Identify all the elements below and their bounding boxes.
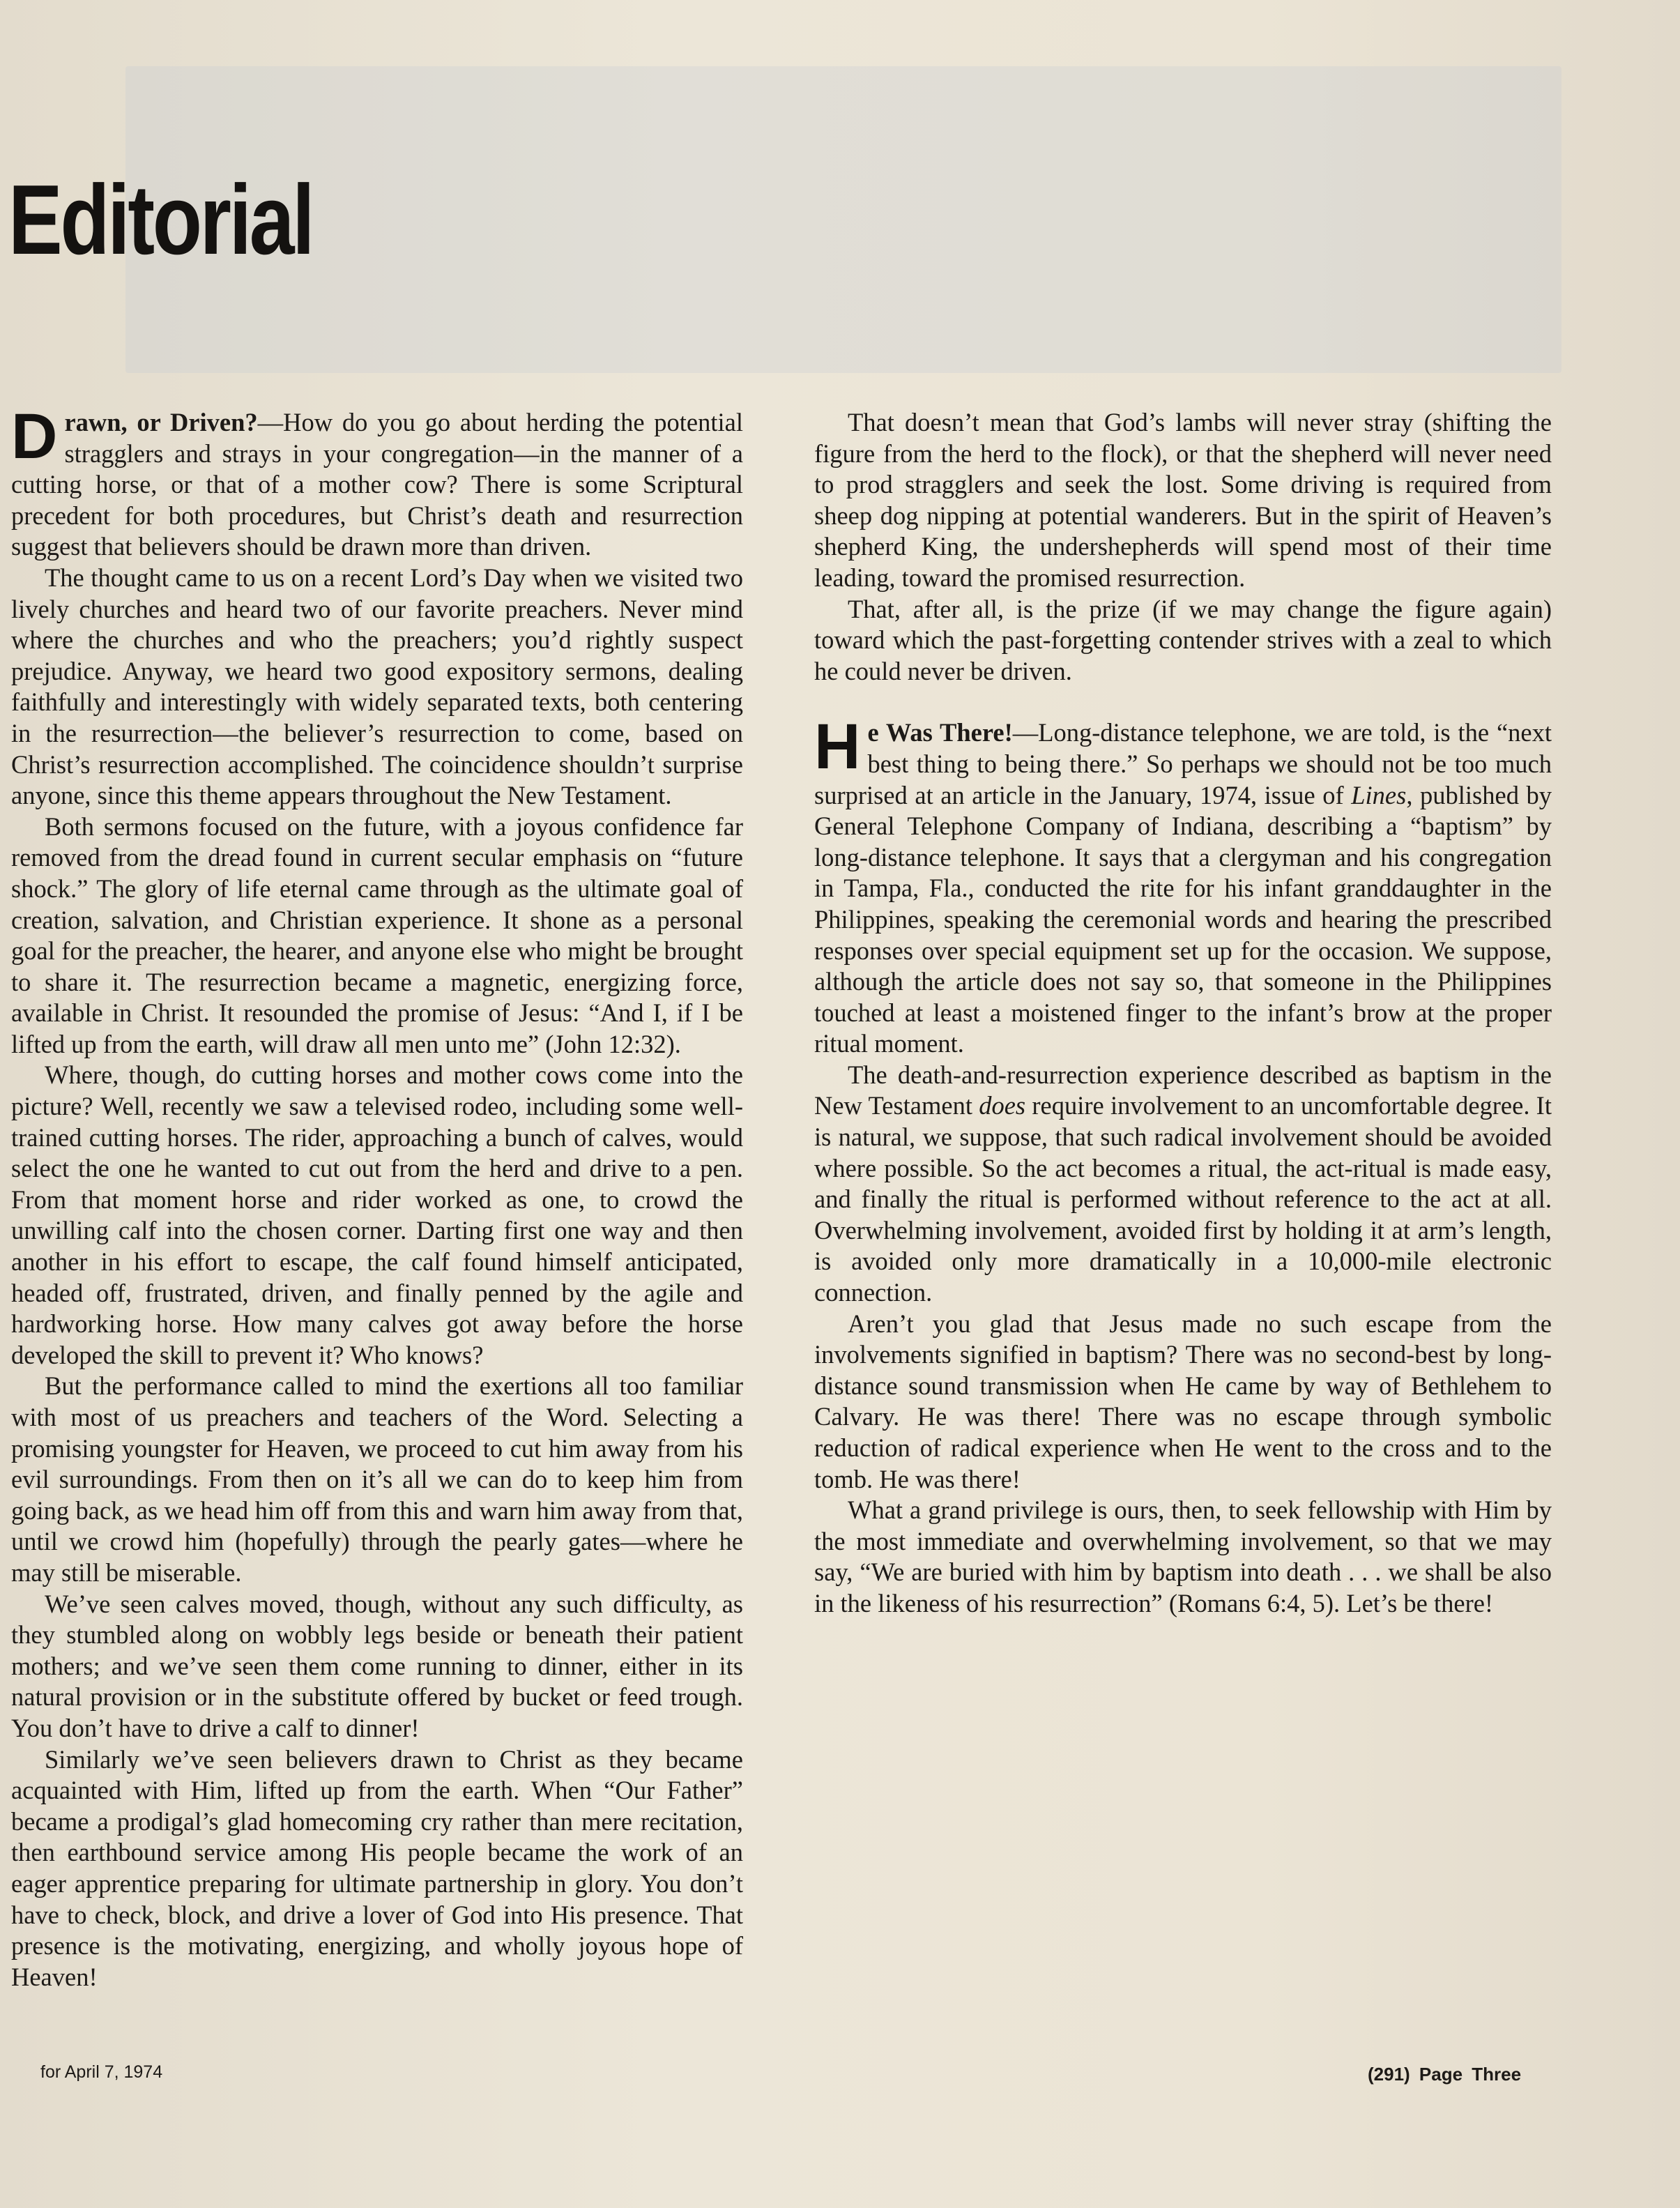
show-through-bleed xyxy=(125,66,1561,373)
article2-p2-italic: does xyxy=(979,1091,1026,1120)
article1-dropcap: D xyxy=(11,401,58,472)
article1-paragraph-2: The thought came to us on a recent Lord’s Day when we visited two lively churches and heard two of our favorite preachers. Never mind where the churches and who the preachers; you’d rightly suspect prejudice. Anyway, we heard two good expository sermons, dealing faithfully and interestingly with widely separated texts, both centering in the resurrection—the believer’s resurrection to come, based on Christ’s resurrection accomplished. The coincidence shouldn’t surprise anyone, since this theme appears throughout the New Testament. xyxy=(11,563,743,810)
article2-p1-text-b: , published by General Telephone Company of Indiana, describing a “baptism” by long-distance telephone. It says that a clergyman and his congregation in Tampa, Fla., conducted the rite for his infant granddaughter in the Philippines, speaking the ceremonial words and hearing the prescribed responses over special equipment set up for the occasion. We suppose, although the article does not say so, that someone in the Philippines touched at least a moistened finger to the infant’s brow at the proper ritual moment. xyxy=(814,780,1552,1058)
article1-paragraph-8: That doesn’t mean that God’s lambs will never stray (shifting the figure from the herd to the flock), or that the shepherd will never need to prod stragglers and seek the lost. Some driving is required from sheep dog nipping at potential wanderers. But in the spirit of Heaven’s shepherd King, the undershepherds will spend most of their time leading, toward the promised resurrection. xyxy=(814,408,1552,592)
article1-paragraph-4: Where, though, do cutting horses and mother cows come into the picture? Well, recently we saw a televised rodeo, including some well-trained cutting horses. The rider, approaching a bunch of calves, would select the one he wanted to cut out from the herd and drive to a pen. From that moment horse and rider worked as one, to crowd the unwilling calf into the chosen corner. Darting first one way and then another in his effort to escape, the calf found himself anticipated, headed off, frustrated, driven, and finally penned by the agile and hardworking horse. How many calves got away before the horse developed the skill to prevent it? Who knows? xyxy=(11,1060,743,1369)
left-column xyxy=(11,401,743,1993)
article2-paragraph-3: Aren’t you glad that Jesus made no such escape from the involvements signified in baptism? There was no second-best by long-distance sound transmission when He came by way of Bethlehem to Calvary. He was there! There was no escape through symbolic reduction of radical experience when He went to the cross and to the tomb. He was there! xyxy=(814,1309,1552,1493)
article2-p1-text-a: —Long-distance telephone, we are told, is the “next best thing to being there.” So perhaps we should not be too much surprised at an article in the January, 1974, issue of xyxy=(814,718,1552,809)
article2-p1-italic: Lines xyxy=(1351,780,1407,809)
article1-p1-text: —How do you go about herding the potential stragglers and strays in your congregation—in the manner of a cutting horse, or that of a mother cow? There is some Scriptural precedent for both procedures, but Christ’s death and resurrection suggest that believers should be drawn more than driven. xyxy=(11,408,743,561)
article2-dropcap: H xyxy=(814,711,861,783)
article2-paragraph-4: What a grand privilege is ours, then, to seek fellowship with Him by the most immediate and overwhelming involvement, so that we may say, “We are buried with him by baptism into death . . . we shall be also in the likeness of his resurrection” (Romans 6:4, 5). Let’s be there! xyxy=(814,1495,1552,1617)
article1-paragraph-3: Both sermons focused on the future, with a joyous confidence far removed from the dread found in current secular emphasis on “future shock.” The glory of life eternal came through as the ultimate goal of creation, salvation, and Christian experience. It shone as a personal goal for the preacher, the hearer, and anyone else who might be brought to share it. The resurrection became a magnetic, energizing force, available in Christ. It resounded the promise of Jesus: “And I, if I be lifted up from the earth, will draw all men unto me” (John 12:32). xyxy=(11,812,743,1058)
article2-p2-text-a: The death-and-resurrection experience described as baptism in the New Testament xyxy=(814,1060,1552,1120)
footer-date: for April 7, 1974 xyxy=(40,2062,163,2082)
article2-paragraph-1 xyxy=(814,711,1552,1060)
article1-paragraph-6: We’ve seen calves moved, though, without any such difficulty, as they stumbled along on wobbly legs beside or beneath their patient mothers; and we’ve seen them come running to dinner, either in its natural provision or in the substitute offered by bucket or feed trough. You don’t have to drive a calf to dinner! xyxy=(11,1589,743,1742)
right-column xyxy=(814,407,1552,1620)
article1-paragraph-5: But the performance called to mind the exertions all too familiar with most of us preachers and teachers of the Word. Selecting a promising youngster for Heaven, we proceed to cut him away from his evil surroundings. From then on it’s all we can do to keep him from going back, as we head him off from this and warn him away from that, until we crowd him (hopefully) through the pearly gates—where he may still be miserable. xyxy=(11,1371,743,1587)
article1-runin-heading: rawn, or Driven? xyxy=(64,408,258,436)
page-title: Editorial xyxy=(8,165,313,276)
article1-paragraph-1 xyxy=(11,401,743,563)
article1-paragraph-9: That, after all, is the prize (if we may change the figure again) toward which the past-forgetting contender strives with a zeal to which he could never be driven. xyxy=(814,594,1552,685)
footer-page-number: (291) Page Three xyxy=(1368,2064,1522,2085)
article1-paragraph-7: Similarly we’ve seen believers drawn to Christ as they became acquainted with Him, lifted up from the earth. When “Our Father” became a prodigal’s glad homecoming cry rather than mere recitation, then earthbound service among His people became the work of an eager apprentice preparing for ultimate partnership in glory. You don’t have to check, block, and drive a lover of God into His presence. That presence is the motivating, energizing, and wholly joyous hope of Heaven! xyxy=(11,1744,743,1991)
article2-paragraph-2 xyxy=(814,1060,1552,1309)
article2-p2-text-b: require involvement to an uncomfortable degree. It is natural, we suppose, that such radical involvement should be avoided where possible. So the act becomes a ritual, the act-ritual is made easy, and finally the ritual is performed without reference to the act at all. Overwhelming involvement, avoided first by holding it at arm’s length, is avoided only more dramatically in a 10,000-mile electronic connection. xyxy=(814,1091,1552,1307)
article2-runin-heading: e Was There! xyxy=(867,718,1013,747)
